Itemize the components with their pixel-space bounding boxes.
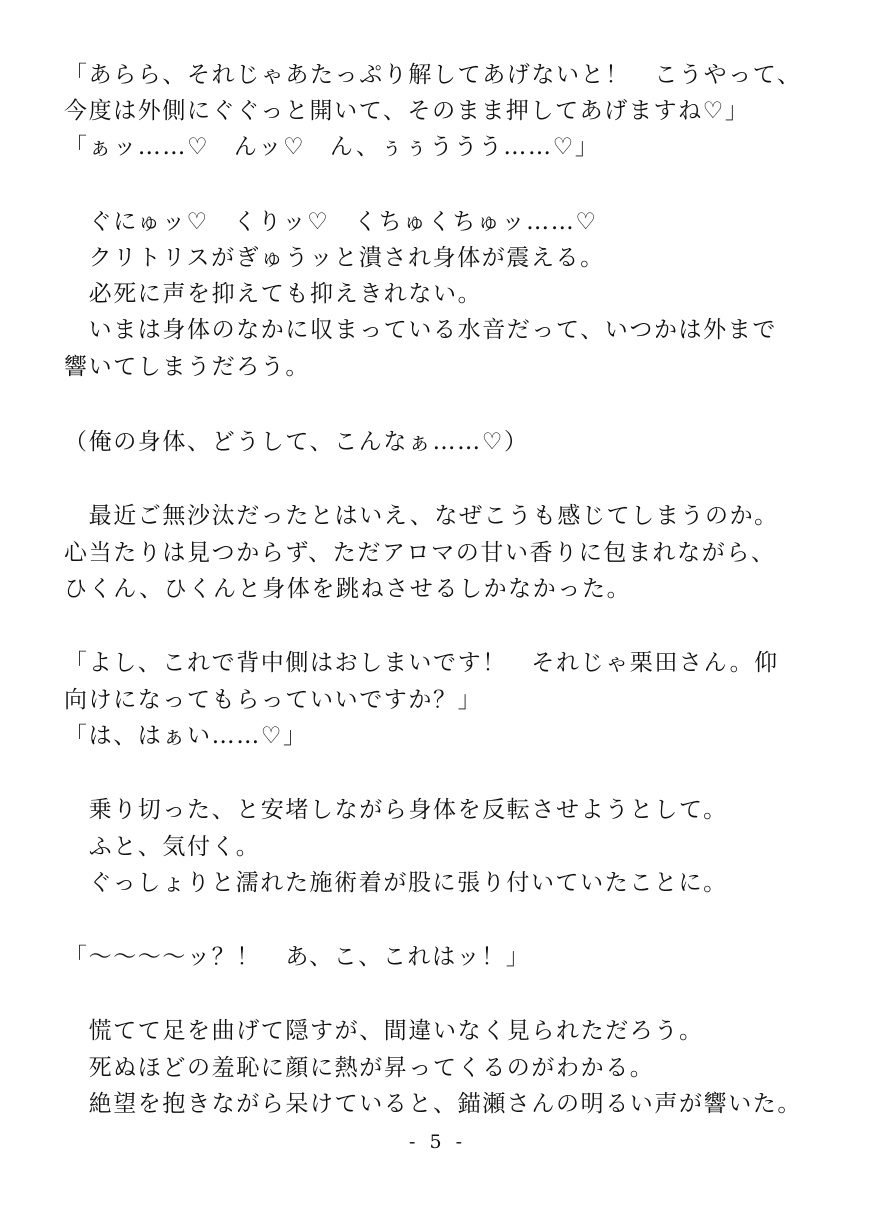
text-line: 今度は外側にぐぐっと開いて、そのまま押してあげますね♡」 [64, 98, 750, 124]
text-line: 向けになってもらっていいですか？」 [64, 687, 483, 713]
text-line: ぐっしょりと濡れた施術着が股に張り付いていたことに。 [64, 870, 728, 896]
text-line: 「～～～～ッ？！ あ、こ、これはッ！」 [64, 944, 531, 970]
text-line: （俺の身体、どうして、こんなぁ……♡） [64, 429, 529, 455]
text-line: 最近ご無沙汰だったとはいえ、なぜこうも感じてしまうのか。 [64, 503, 779, 529]
text-line: クリトリスがぎゅうッと潰され身体が震える。 [64, 245, 605, 271]
text-line: 必死に声を抑えても抑えきれない。 [64, 281, 483, 307]
text-line: 死ぬほどの羞恥に顔に熱が昇ってくるのがわかる。 [64, 1055, 655, 1081]
text-line: ぐにゅッ♡ くりッ♡ くちゅくちゅッ……♡ [64, 209, 598, 235]
text-line: 「よし、これで背中側はおしまいです！ それじゃ栗田さん。仰 [64, 650, 779, 676]
text-line: 乗り切った、と安堵しながら身体を反転させようとして。 [64, 797, 728, 823]
text-line: 心当たりは見つからず、ただアロマの甘い香りに包まれながら、 [64, 540, 776, 566]
text-line: 「あらら、それじゃあたっぷり解してあげないと！ こうやって、 [64, 62, 802, 88]
text-line: ふと、気付く。 [64, 834, 261, 860]
text-line: 慌てて足を曲げて隠すが、間違いなく見られただろう。 [64, 1018, 704, 1044]
text-line: 「は、はぁい……♡」 [64, 723, 308, 749]
page-number: - 5 - [408, 1131, 466, 1153]
text-line: いまは身体のなかに収まっている水音だって、いつかは外まで [64, 317, 777, 343]
text-line: ひくん、ひくんと身体を跳ねさせるしかなかった。 [64, 576, 632, 602]
text-line: 絶望を抱きながら呆けていると、錨瀬さんの明るい声が響いた。 [64, 1091, 802, 1117]
text-line: 響いてしまうだろう。 [64, 354, 310, 380]
text-line: 「ぁッ……♡ んッ♡ ん、ぅぅううう……♡」 [64, 134, 600, 160]
